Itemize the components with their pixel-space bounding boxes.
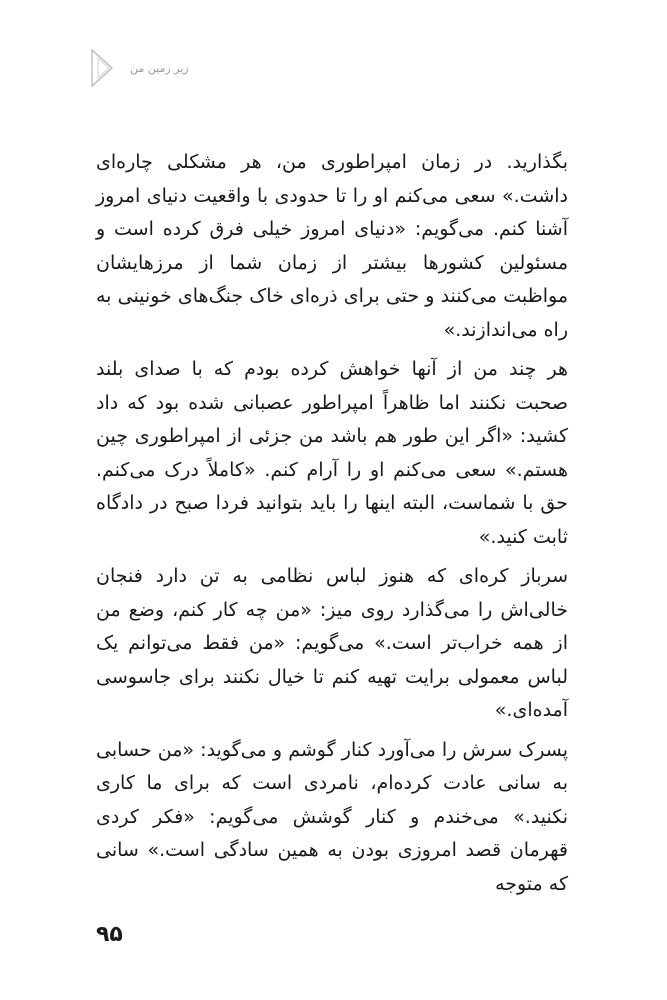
paragraph: سرباز کره‌ای که هنوز لباس نظامی به تن دارد فنجان خالی‌اش را می‌گذارد روی میز: «من چه کار کنم، وضع من از همه خراب‌تر است.» می‌گویم: «من فقط می‌توانم یک لباس معمولی برایت تهیه کنم تا خیال نکنند برای جاسوسی آمده‌ای.» — [96, 565, 568, 721]
running-header — [88, 46, 248, 90]
running-title: زیر زمین من — [130, 62, 189, 75]
chapter-mark-icon — [88, 46, 118, 90]
body-text — [96, 146, 568, 907]
page-number: ۹۵ — [96, 922, 123, 947]
paragraph: بگذارید. در زمان امپراطوری من، هر مشکلی چاره‌ای داشت.» سعی می‌کنم او را تا حدودی با واقعیت دنیای امروز آشنا کنم. می‌گویم: «دنیای امروز خیلی فرق کرده است و مسئولین کشورها بیشتر از زمان شما از مرزهایشان مواظبت می‌کنند و حتی برای ذره‌ای خاک جنگ‌های خونینی به راه می‌اندازند.» — [96, 151, 568, 341]
paragraph: هر چند من از آنها خواهش کرده بودم که با صدای بلند صحبت نکنند اما ظاهراً امپراطور عصبانی شده بود که داد کشید: «اگر این طور هم باشد من جزئی از امپراطوری چین هستم.» سعی می‌کنم او را آرام کنم. «کاملاً درک می‌کنم. حق با شماست، البته اینها را باید بتوانید فردا صبح در دادگاه ثابت کنید.» — [96, 358, 568, 548]
paragraph: پسرک سرش را می‌آورد کنار گوشم و می‌گوید: «من حسابی به سانی عادت کرده‌ام، نامردی است که برای ما کاری نکنید.» می‌خندم و کنار گوشش می‌گویم: «فکر کردی قهرمان قصد امروزی بودن به همین سادگی است.» سانی که متوجه — [96, 738, 568, 895]
